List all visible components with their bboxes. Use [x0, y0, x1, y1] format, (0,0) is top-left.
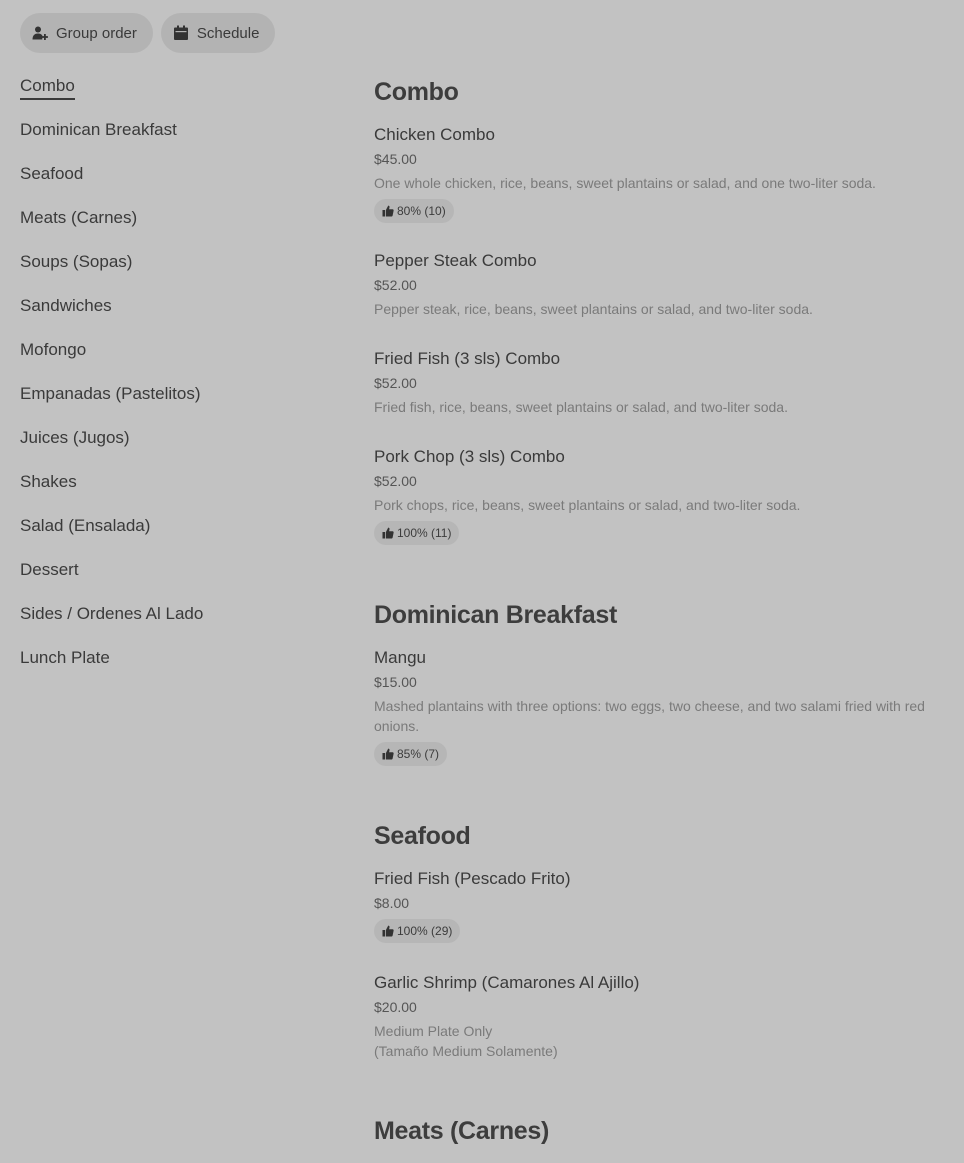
rating-text: 100% (11) [397, 526, 452, 540]
order-options-bar [20, 13, 275, 53]
thumbs-up-icon [382, 205, 394, 217]
category-label: Dominican Breakfast [20, 120, 177, 139]
menu-content [374, 74, 948, 1163]
menu-section-dominican-breakfast [374, 597, 948, 766]
item-name: Chicken Combo [374, 125, 495, 144]
item-description: One whole chicken, rice, beans, sweet plantains or salad, and one two-liter soda. [374, 175, 876, 191]
item-price: $52.00 [374, 277, 417, 293]
rating-text: 100% (29) [397, 924, 453, 938]
category-item-juices[interactable] [20, 426, 340, 470]
section-title: Combo [374, 78, 459, 106]
item-price: $20.00 [374, 999, 417, 1015]
menu-item[interactable] [374, 972, 948, 1061]
item-price: $52.00 [374, 473, 417, 489]
menu-section-combo [374, 74, 948, 545]
item-name: Fried Fish (Pescado Frito) [374, 869, 571, 888]
schedule-label: Schedule [196, 24, 260, 42]
category-item-sandwiches[interactable] [20, 294, 340, 338]
menu-item[interactable] [374, 348, 948, 417]
item-name: Mangu [374, 648, 426, 667]
category-item-empanadas[interactable] [20, 382, 340, 426]
person-add-icon [32, 25, 48, 41]
item-description-line2: (Tamaño Medium Solamente) [374, 1043, 558, 1059]
item-name: Pepper Steak Combo [374, 251, 537, 270]
category-item-sides[interactable] [20, 602, 340, 646]
section-title: Seafood [374, 822, 471, 850]
item-name: Garlic Shrimp (Camarones Al Ajillo) [374, 973, 640, 992]
item-name: Pork Chop (3 sls) Combo [374, 447, 565, 466]
item-price: $45.00 [374, 151, 417, 167]
item-description: Pork chops, rice, beans, sweet plantains or salad, and two-liter soda. [374, 497, 801, 513]
category-label: Shakes [20, 472, 77, 491]
item-price: $8.00 [374, 895, 410, 911]
item-name: Fried Fish (3 sls) Combo [374, 349, 561, 368]
thumbs-up-icon [382, 925, 394, 937]
menu-section-seafood [374, 818, 948, 1061]
category-label: Meats (Carnes) [20, 208, 138, 227]
category-item-soups[interactable] [20, 250, 340, 294]
category-label: Juices (Jugos) [20, 428, 130, 447]
category-sidebar [20, 74, 340, 690]
rating-badge [374, 199, 454, 223]
menu-item[interactable] [374, 250, 948, 319]
rating-badge [374, 742, 447, 766]
category-label: Sandwiches [20, 296, 112, 315]
group-order-label: Group order [56, 24, 137, 42]
calendar-icon [173, 25, 189, 41]
category-label: Mofongo [20, 340, 87, 359]
group-order-button[interactable] [20, 13, 153, 53]
category-item-meats[interactable] [20, 206, 340, 250]
category-item-mofongo[interactable] [20, 338, 340, 382]
menu-item[interactable] [374, 446, 948, 545]
category-label: Lunch Plate [20, 648, 110, 667]
rating-badge [374, 919, 460, 943]
section-title: Meats (Carnes) [374, 1117, 550, 1145]
category-label: Sides / Ordenes Al Lado [20, 604, 204, 623]
category-label: Salad (Ensalada) [20, 516, 151, 535]
menu-item[interactable] [374, 124, 948, 223]
schedule-button[interactable] [161, 13, 276, 53]
rating-badge [374, 521, 459, 545]
category-label: Soups (Sopas) [20, 252, 133, 271]
category-label: Empanadas (Pastelitos) [20, 384, 201, 403]
item-description: Medium Plate Only [374, 1023, 493, 1039]
menu-item[interactable] [374, 868, 948, 943]
item-price: $52.00 [374, 375, 417, 391]
category-item-shakes[interactable] [20, 470, 340, 514]
item-description: Mashed plantains with three options: two eggs, two cheese, and two salami fried with red onions. [374, 698, 925, 734]
category-item-seafood[interactable] [20, 162, 340, 206]
category-item-dessert[interactable] [20, 558, 340, 602]
section-title: Dominican Breakfast [374, 601, 617, 629]
thumbs-up-icon [382, 748, 394, 760]
category-label: Combo [20, 74, 75, 100]
category-item-combo[interactable] [20, 74, 340, 118]
category-label: Seafood [20, 164, 84, 183]
item-price: $15.00 [374, 674, 417, 690]
rating-text: 80% (10) [397, 204, 446, 218]
category-item-dominican-breakfast[interactable] [20, 118, 340, 162]
thumbs-up-icon [382, 527, 394, 539]
category-item-lunch-plate[interactable] [20, 646, 340, 690]
menu-section-meats [374, 1113, 948, 1149]
menu-item[interactable] [374, 647, 948, 766]
item-description: Fried fish, rice, beans, sweet plantains or salad, and two-liter soda. [374, 399, 788, 415]
item-description: Pepper steak, rice, beans, sweet plantains or salad, and two-liter soda. [374, 301, 813, 317]
category-item-salad[interactable] [20, 514, 340, 558]
rating-text: 85% (7) [397, 747, 440, 761]
category-label: Dessert [20, 560, 79, 579]
